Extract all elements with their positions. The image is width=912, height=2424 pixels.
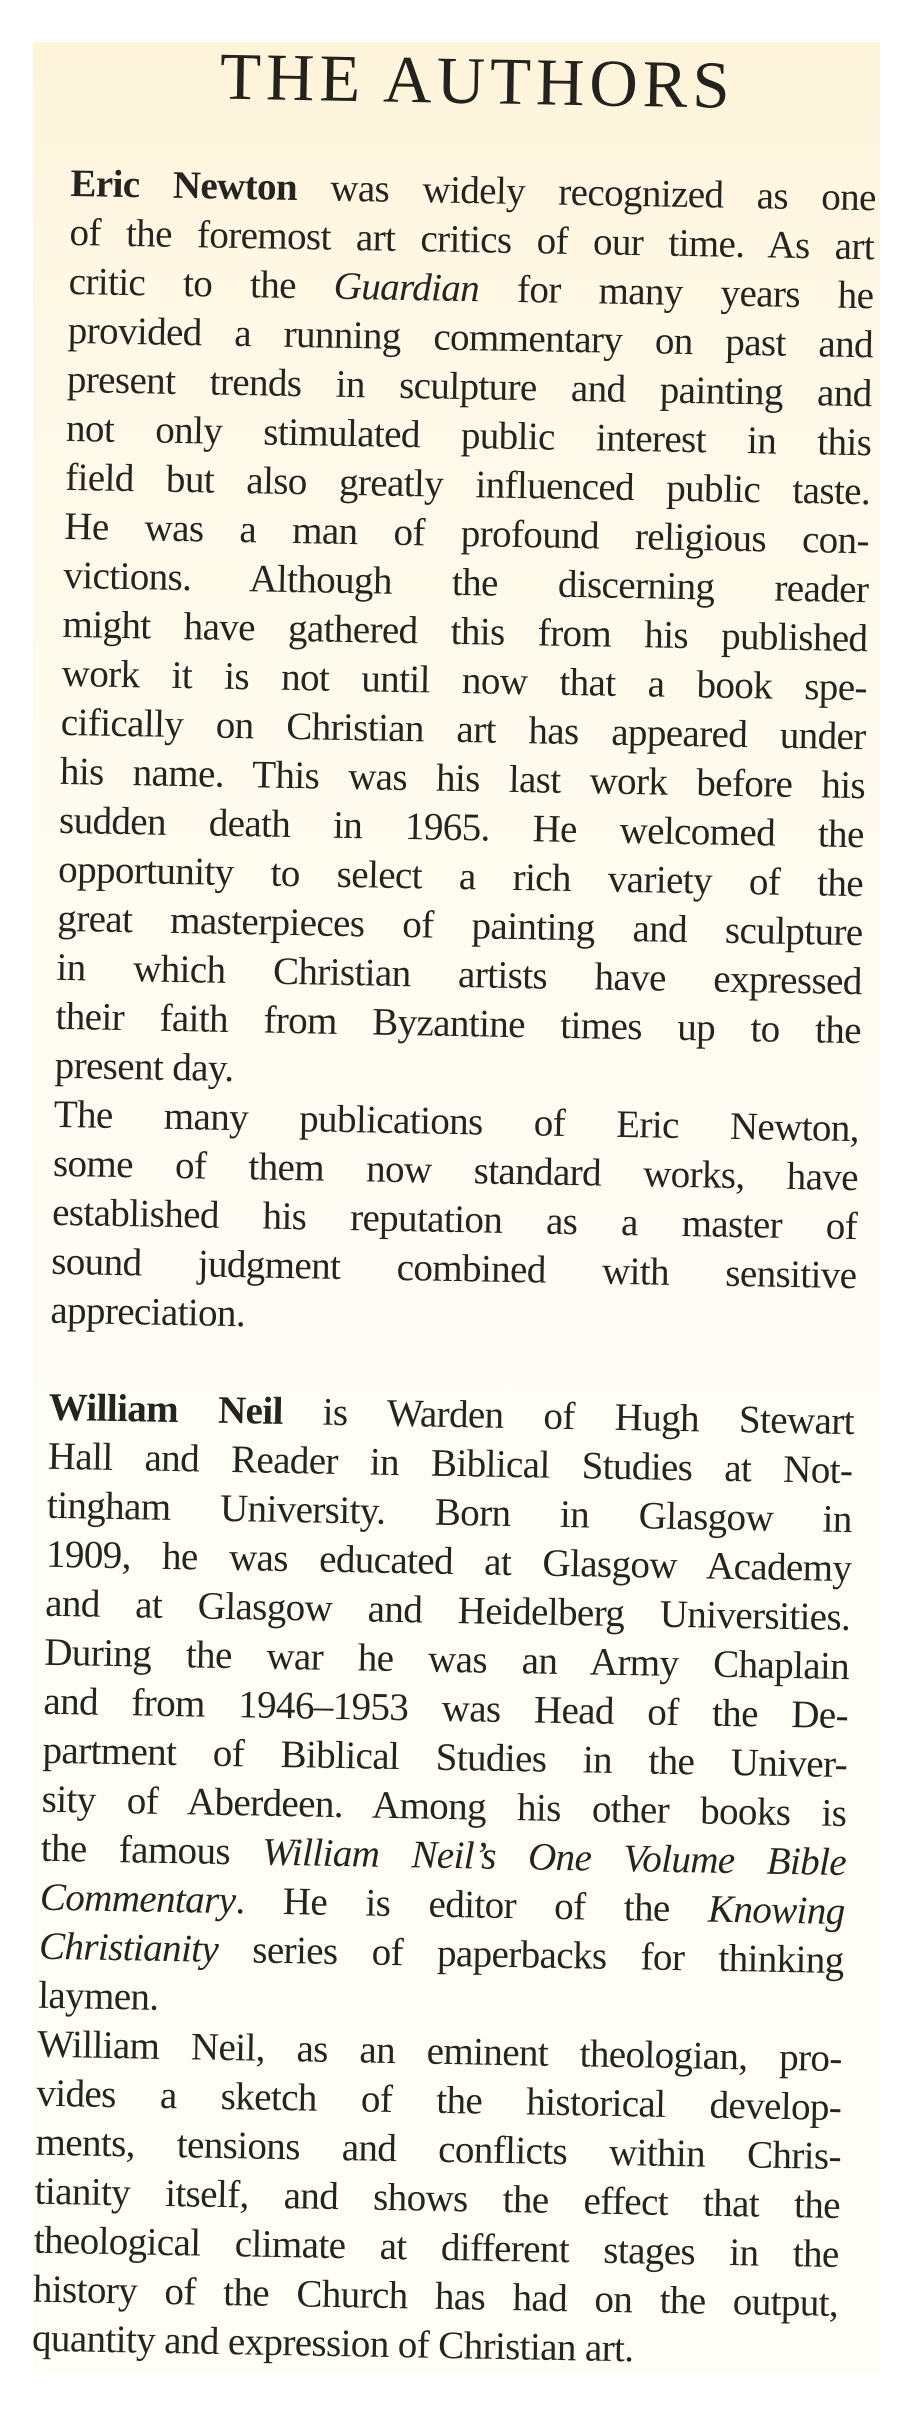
text-segment: laymen.: [37, 1973, 159, 2019]
text-segment: Hall and Reader in Biblical Studies at Not-: [47, 1434, 853, 1493]
text-segment: and at Glasgow and Heidelberg Universities.: [44, 1581, 851, 1640]
book-page: [31, 39, 880, 2373]
text-segment: present day.: [54, 1043, 234, 1091]
text-segment: opportunity to select a rich variety of the: [57, 847, 864, 906]
text-segment: partment of Biblical Studies in the Univer-: [42, 1728, 848, 1787]
italic-title: Knowing: [707, 1887, 846, 1934]
author-name: William Neil: [48, 1385, 284, 1433]
text-segment: field but also greatly influenced public taste.: [64, 455, 871, 514]
text-segment: sudden death in 1965. He welcomed the: [58, 798, 865, 857]
text-segment: critic to the: [68, 259, 335, 308]
text-segment: tianity itself, and shows the effect that the: [34, 2169, 841, 2227]
text-segment: present trends in sculpture and painting and: [66, 357, 873, 416]
author-name: Eric Newton: [70, 161, 298, 210]
text-segment: . He is editor of the: [235, 1879, 709, 1931]
page-title: THE AUTHORS: [219, 39, 736, 123]
text-segment: some of them now standard works, have: [52, 1141, 859, 1200]
italic-title: Christianity: [38, 1924, 219, 1971]
text-segment: sity of Aberdeen. Among his other books is: [41, 1777, 847, 1836]
text-segment: their faith from Byzantine times up to the: [55, 994, 862, 1053]
text-segment: theological climate at different stages in the: [33, 2218, 840, 2276]
author-bio-eric-newton: [50, 159, 876, 1349]
text-segment: his name. This was his last work before his: [59, 749, 866, 808]
text-segment: of the foremost art critics of our time. As art: [69, 210, 875, 269]
text-segment: cifically on Christian art has appeared under: [60, 700, 867, 759]
text-segment: not only stimulated public interest in this: [65, 406, 872, 465]
text-segment: in which Christian artists have expressed: [56, 945, 863, 1004]
text-segment: 1909, he was educated at Glasgow Academy: [45, 1532, 852, 1591]
italic-title: Guardian: [333, 264, 480, 311]
text-segment: provided a running commentary on past and: [67, 308, 874, 367]
text-segment: the famous: [40, 1826, 263, 1874]
text-segment: victions. Although the discerning reader: [63, 553, 869, 612]
text-segment: history of the Church has had on the output,: [32, 2267, 839, 2325]
text-segment: might have gathered this from his published: [62, 602, 868, 661]
text-segment: and from 1946–1953 was Head of the De-: [43, 1679, 849, 1738]
text-segment: During the war he was an Army Chaplain: [43, 1630, 850, 1689]
text-segment: tingham University. Born in Glasgow in: [46, 1483, 853, 1542]
page-content: [31, 39, 878, 2371]
text-segment: sound judgment combined with sensitive: [50, 1239, 857, 1298]
italic-title: William Neil’s One Volume Bible: [261, 1830, 847, 1885]
text-segment: series of paperbacks for thinking: [217, 1927, 845, 1983]
text-segment: William Neil, as an eminent theologian, pro-: [36, 2022, 843, 2081]
text-segment: is Warden of Hugh Stewart: [282, 1389, 855, 1444]
text-segment: vides a sketch of the historical develop-: [36, 2071, 842, 2129]
text-segment: work it is not until now that a book spe-: [61, 651, 868, 710]
text-segment: great masterpieces of painting and sculpture: [57, 896, 863, 955]
author-bio-william-neil: [32, 1383, 854, 2377]
italic-title: Commentary: [39, 1875, 236, 1923]
text-segment: for many years he: [478, 267, 874, 318]
text-segment: quantity and expression of Christian art.: [31, 2316, 634, 2371]
text-segment: appreciation.: [50, 1288, 246, 1336]
text-segment: established his reputation as a master of: [51, 1190, 858, 1249]
text-segment: The many publications of Eric Newton,: [53, 1092, 860, 1151]
text-segment: ments, tensions and conflicts within Chris-: [35, 2120, 842, 2179]
text-segment: He was a man of profound religious con-: [63, 504, 870, 563]
text-segment: was widely recognized as one: [296, 166, 877, 220]
